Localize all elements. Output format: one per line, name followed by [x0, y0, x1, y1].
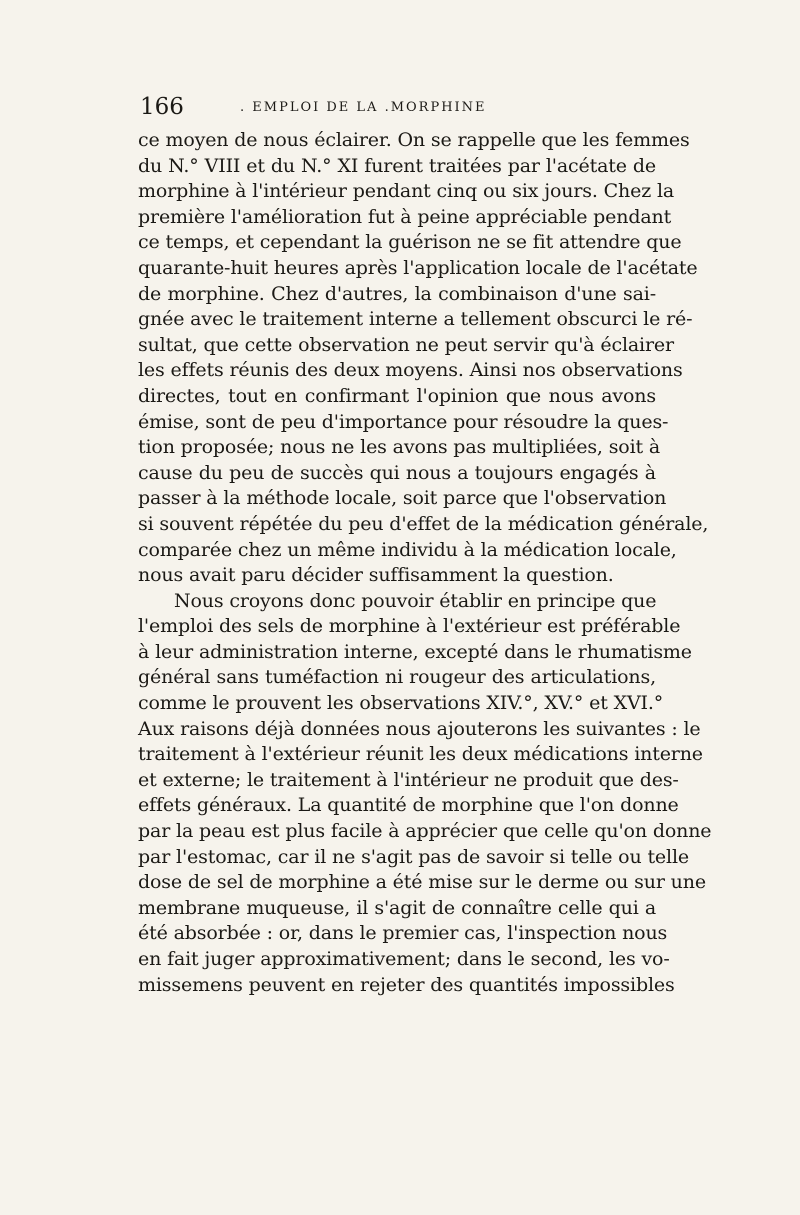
text-line: les effets réunis des deux moyens. Ainsi nos observations — [138, 359, 683, 382]
text-line: cause du peu de succès qui nous a toujours engagés à — [138, 461, 656, 484]
text-line: en fait juger approximativement; dans le second, les vo- — [138, 948, 670, 970]
text-line: dose de sel de morphine a été mise sur le derme ou sur une — [138, 871, 706, 894]
text-line: tion proposée; nous ne les avons pas multipliées, soit à — [138, 436, 661, 459]
text-line: traitement à l'extérieur réunit les deux médications interne — [138, 743, 703, 766]
text-line: membrane muqueuse, il s'agit de connaître celle qui a — [138, 896, 656, 919]
text-line: ce temps, et cependant la guérison ne se fit attendre que — [138, 231, 682, 254]
text-line: comme le prouvent les observations XIV.°, XV.° et XVI.° — [138, 692, 664, 715]
text-line: l'emploi des sels de morphine à l'extérieur est préférable — [138, 615, 681, 638]
text-line: et externe; le traitement à l'intérieur ne produit que des- — [138, 768, 679, 791]
text-line: passer à la méthode locale, soit parce que l'observation — [138, 487, 667, 510]
text-line: première l'amélioration fut à peine appréciable pendant — [138, 205, 672, 228]
text-line: missemens peuvent en rejeter des quantités impossibles — [138, 973, 675, 996]
paragraph-end-line: nous avait paru décider suffisamment la question. — [138, 564, 614, 587]
text-line: Aux raisons déjà données nous ajouterons les suivantes : le — [138, 717, 701, 740]
text-line: quarante-huit heures après l'application locale de l'acétate — [138, 256, 698, 279]
text-line: été absorbée : or, dans le premier cas, l'inspection nous — [138, 922, 668, 945]
text-line: général sans tuméfaction ni rougeur des articulations, — [138, 666, 656, 689]
page-number: 166 — [140, 94, 184, 120]
text-line: gnée avec le traitement interne a tellement obscurci le ré- — [138, 308, 693, 331]
paragraph-start-line: Nous croyons donc pouvoir établir en principe que — [174, 589, 657, 612]
page-header — [140, 92, 670, 122]
text-line: du N.° VIII et du N.° XI furent traitées par l'acétate de — [138, 154, 656, 177]
text-line: directes, tout en confirmant l'opinion que nous avons — [138, 384, 656, 407]
text-line: effets généraux. La quantité de morphine que l'on donne — [138, 794, 679, 817]
text-line: par l'estomac, car il ne s'agit pas de savoir si telle ou telle — [138, 845, 689, 868]
text-line: morphine à l'intérieur pendant cinq ou six jours. Chez la — [138, 180, 675, 203]
text-line: si souvent répétée du peu d'effet de la médication générale, — [138, 512, 709, 535]
text-line: sultat, que cette observation ne peut servir qu'à éclairer — [138, 333, 674, 356]
body-text — [138, 128, 712, 998]
running-title: . EMPLOI DE LA .MORPHINE — [240, 100, 487, 115]
text-line: de morphine. Chez d'autres, la combinaison d'une sai- — [138, 282, 656, 305]
text-line: émise, sont de peu d'importance pour résoudre la ques- — [138, 410, 669, 433]
text-line: comparée chez un même individu à la médication locale, — [138, 538, 677, 561]
text-line: à leur administration interne, excepté dans le rhumatisme — [138, 640, 692, 663]
text-line: ce moyen de nous éclairer. On se rappelle que les femmes — [138, 129, 690, 151]
text-line: par la peau est plus facile à apprécier que celle qu'on donne — [138, 820, 712, 843]
